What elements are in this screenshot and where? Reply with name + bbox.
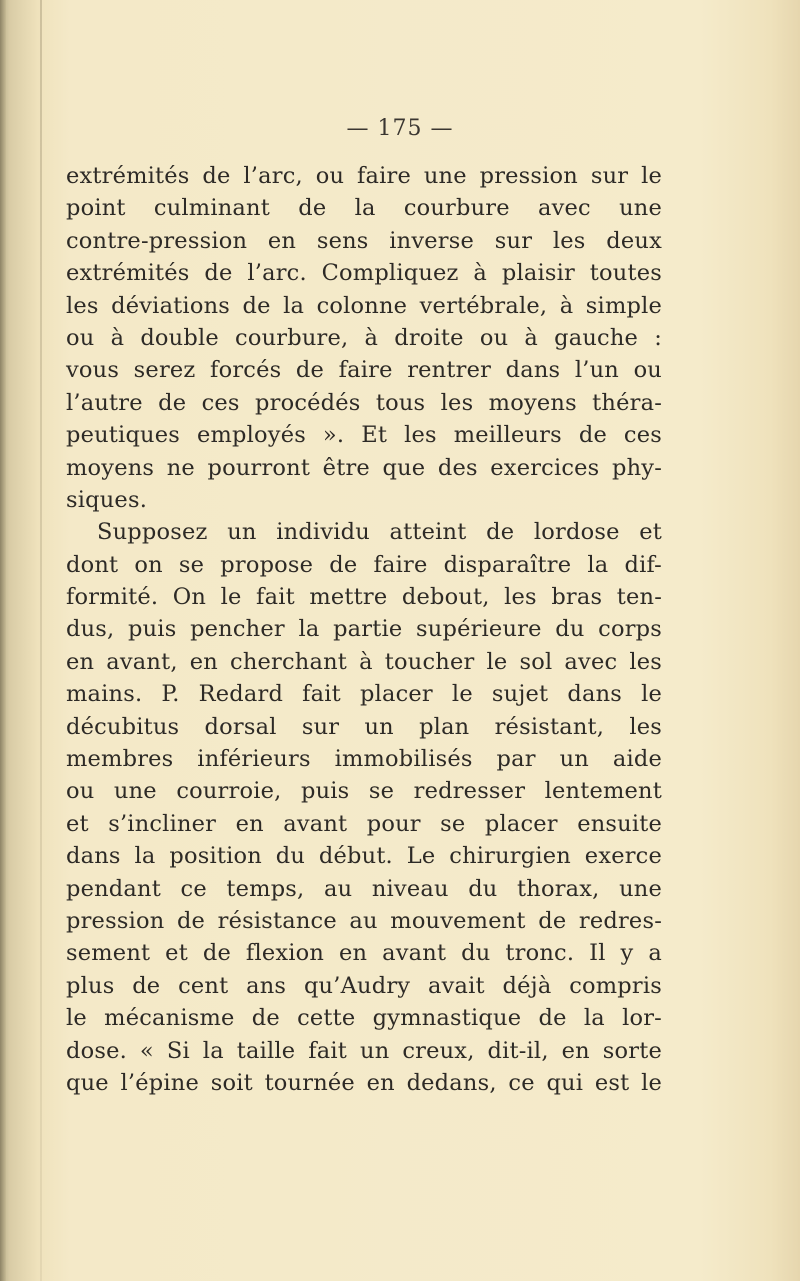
text-line: mains. P. Redard fait placer le sujet dans le [66,681,662,708]
text-line: dans la position du début. Le chirurgien exerce [66,843,662,870]
text-line: les déviations de la colonne vertébrale, à simple [66,292,662,319]
text-line: vous serez forcés de faire rentrer dans l’un ou [66,357,662,384]
text-line: que l’épine soit tournée en dedans, ce qui est le [66,1069,662,1096]
text-line: moyens ne pourront être que des exercices phy- [66,454,662,481]
page-fold-line [40,0,42,1281]
text-line: membres inférieurs immobilisés par un aide [66,746,662,773]
text-line: peutiques employés ». Et les meilleurs de ces [66,422,662,449]
text-line: sement et de flexion en avant du tronc. Il y a [66,940,662,967]
text-line: dose. « Si la taille fait un creux, dit-il, en sorte [66,1037,662,1064]
body-text [66,160,662,1099]
text-line: plus de cent ans qu’Audry avait déjà compris [66,972,662,999]
text-line: ou à double courbure, à droite ou à gauche : [66,324,662,351]
text-line: décubitus dorsal sur un plan résistant, les [66,713,662,740]
text-line: pression de résistance au mouvement de redres- [66,907,662,934]
text-line: l’autre de ces procédés tous les moyens théra- [66,389,662,416]
text-line: en avant, en cherchant à toucher le sol avec les [66,648,662,675]
text-line-paragraph-end: siques. [66,486,148,513]
text-line: extrémités de l’arc. Compliquez à plaisir toutes [66,260,662,287]
page-number: — 175 — [346,116,454,141]
text-line: extrémités de l’arc, ou faire une pression sur le [66,163,662,189]
page-edge-shadow [0,0,6,1281]
text-line: formité. On le fait mettre debout, les bras ten- [66,584,662,611]
text-line: le mécanisme de cette gymnastique de la lor- [66,1005,662,1032]
text-line: dus, puis pencher la partie supérieure du corps [66,616,662,643]
text-line: et s’incliner en avant pour se placer ensuite [66,810,662,837]
text-line: contre-pression en sens inverse sur les deux [66,227,662,254]
text-line: pendant ce temps, au niveau du thorax, une [66,875,662,902]
text-line: point culminant de la courbure avec une [66,195,662,222]
text-line: dont on se propose de faire disparaître la dif- [66,551,662,578]
text-line: ou une courroie, puis se redresser lentement [66,778,662,805]
text-line-paragraph-start: Supposez un individu atteint de lordose et [97,519,662,546]
